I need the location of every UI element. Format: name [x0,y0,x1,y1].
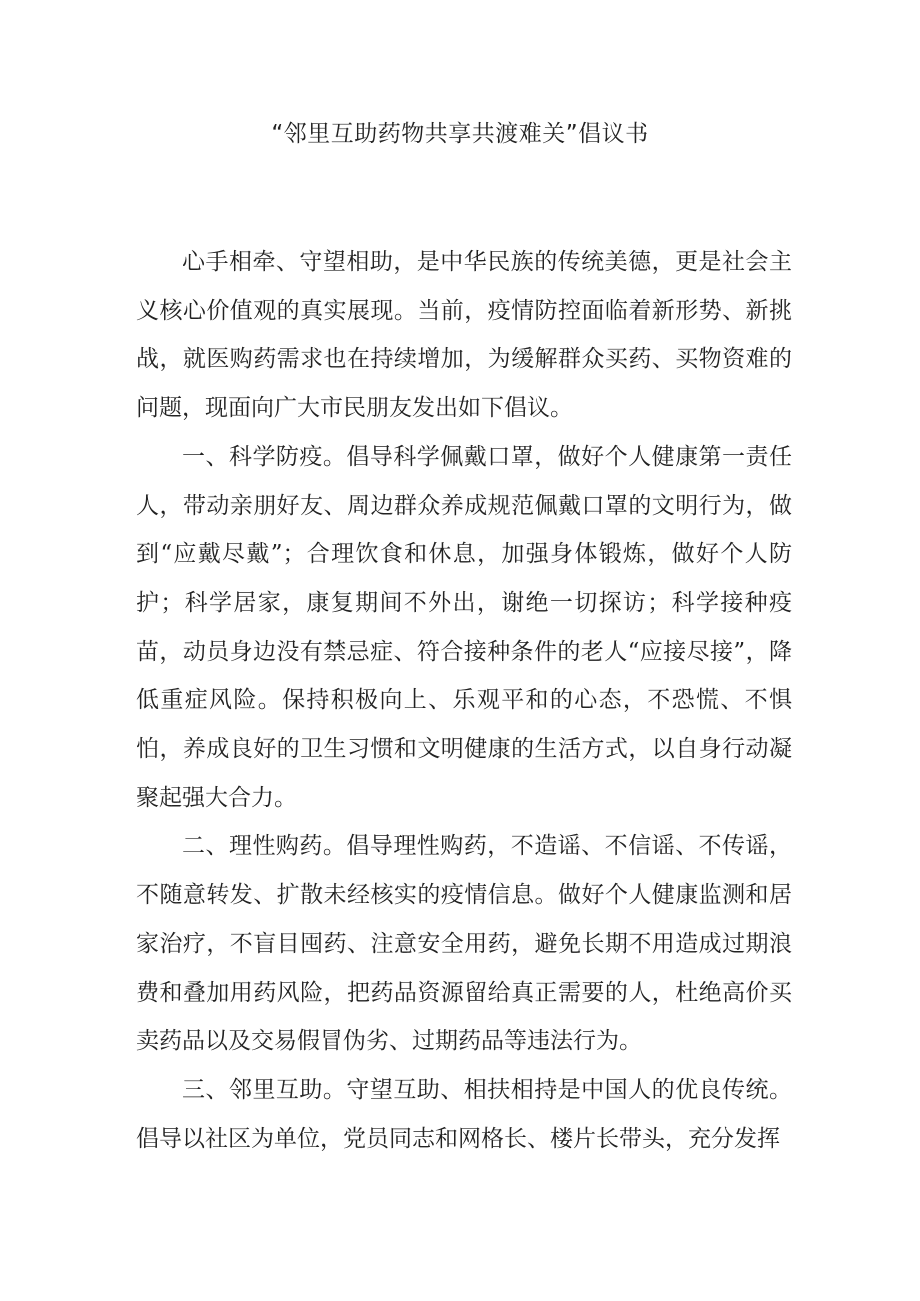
paragraph-scientific-prevention: 一、科学防疫。倡导科学佩戴口罩，做好个人健康第一责任人，带动亲朋好友、周边群众养成规范佩戴口罩的文明行为，做到“应戴尽戴”；合理饮食和休息，加强身体锻炼，做好个人防护；科学居家，康复期间不外出，谢绝一切探访；科学接种疫苗，动员身边没有禁忌症、符合接种条件的老人“应接尽接”，降低重症风险。保持积极向上、乐观平和的心态，不恐慌、不惧怕，养成良好的卫生习惯和文明健康的生活方式，以自身行动凝聚起强大合力。 [136,443,792,811]
paragraph-intro: 心手相牵、守望相助，是中华民族的传统美德，更是社会主义核心价值观的真实展现。当前，疫情防控面临着新形势、新挑战，就医购药需求也在持续增加，为缓解群众买药、买物资难的问题，现面向广大市民朋友发出如下倡议。 [136,249,792,422]
paragraph-rational-purchase: 二、理性购药。倡导理性购药，不造谣、不信谣、不传谣，不随意转发、扩散未经核实的疫情信息。做好个人健康监测和居家治疗，不盲目囤药、注意安全用药，避免长期不用造成过期浪费和叠加用药风险，把药品资源留给真正需要的人，杜绝高价买卖药品以及交易假冒伪劣、过期药品等违法行为。 [136,833,792,1055]
paragraph-neighbor-help: 三、邻里互助。守望互助、相扶相持是中国人的优良传统。倡导以社区为单位，党员同志和网格长、楼片长带头，充分发挥 [136,1076,792,1152]
document-body [136,238,792,1163]
document-title: “邻里互助药物共享共渡难关”倡议书 [271,121,649,147]
